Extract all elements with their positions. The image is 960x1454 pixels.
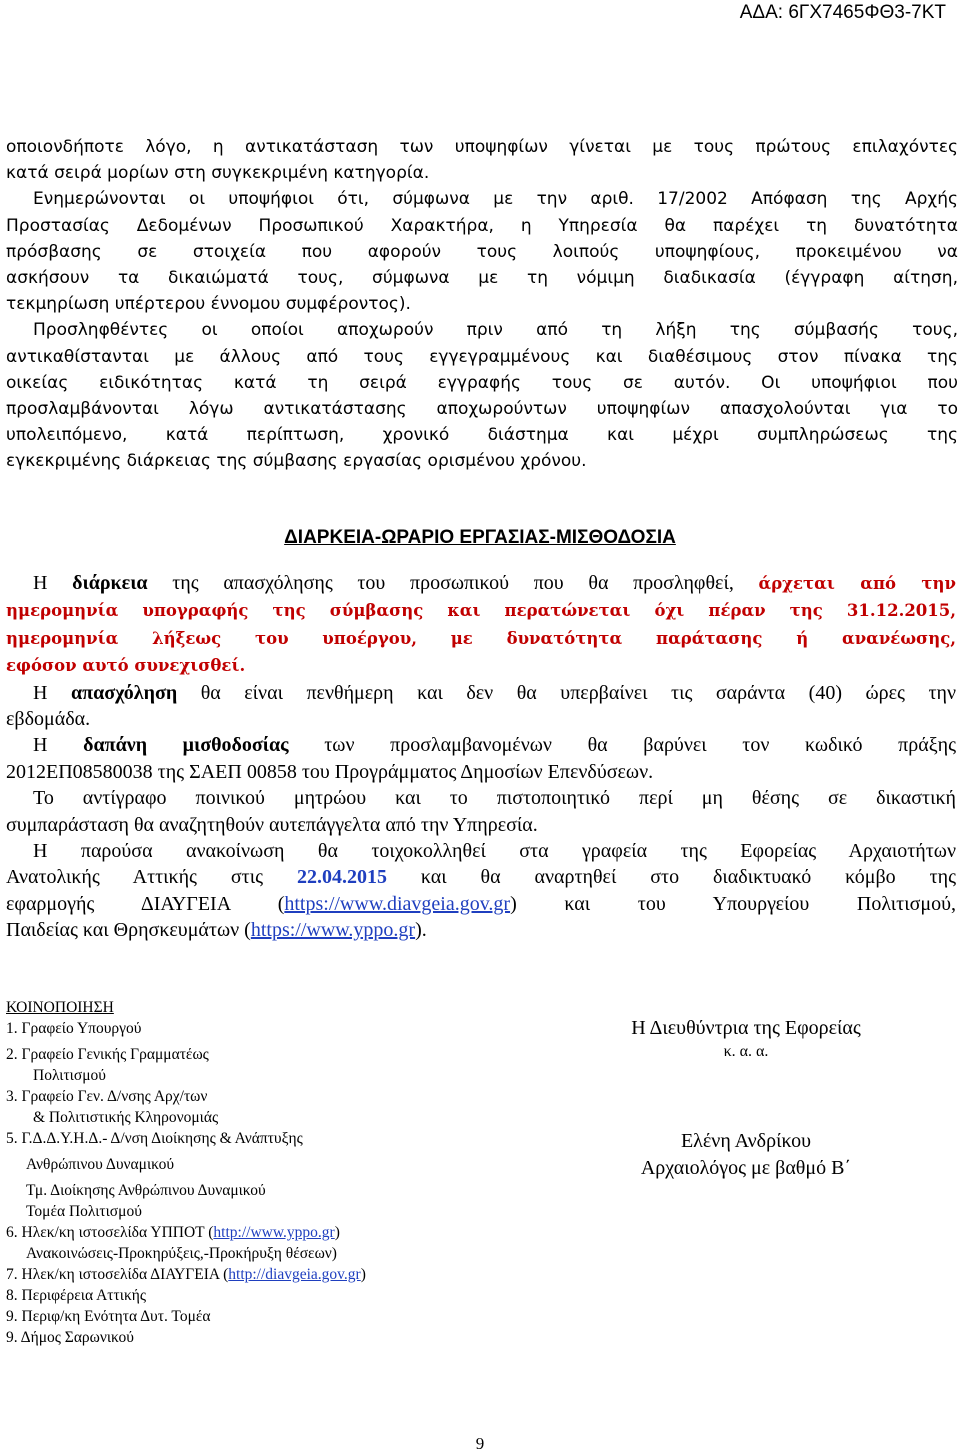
posting-line-3: εφαρμογής ΔΙΑΥΓΕΙΑ (https://www.diavgeia.gov.gr) και του Υπουργείου Πολιτισμού, [6, 892, 956, 915]
list-item: 3. Γραφείο Γεν. Δ/νσης Αρχ/των [6, 1088, 208, 1105]
payroll-line-2: 2012ΕΠ08580038 της ΣΑΕΠ 00858 του Προγράμματος Δημοσίων Επενδύσεων. [6, 760, 654, 783]
intro-line: αντικαθίστανται με άλλους από τους εγγεγραμμένους και διαθέσιμους στον πίνακα της [6, 346, 958, 367]
duration-section [6, 570, 956, 944]
signature-kaa: κ. α. α. [723, 1043, 769, 1060]
bold-term: απασχόληση [70, 681, 178, 704]
duration-line-1: Η διάρκεια της απασχόλησης του προσωπικού που θα προσληφθεί, άρχεται από την [33, 572, 956, 594]
list-item: 6. Ηλεκ/κη ιστοσελίδα ΥΠΠΟΤ (http://www.yppo.gr) [6, 1224, 340, 1241]
intro-line: Ενημερώνονται οι υποψήφιοι ότι, σύμφωνα με την αριθ. 17/2002 Απόφαση της Αρχής [33, 189, 958, 210]
yppo-gr-link[interactable]: http://www.yppo.gr [213, 1224, 335, 1241]
list-item: Πολιτισμού [33, 1067, 106, 1084]
list-item: 1. Γραφείο Υπουργού [6, 1020, 142, 1037]
diavgeia-gr-link[interactable]: http://diavgeia.gov.gr [228, 1266, 361, 1283]
red-highlight: ημερομηνία υπογραφής της σύμβασης και περατώνεται όχι πέραν της 31.12.2015, [6, 601, 956, 621]
red-highlight: άρχεται από την [758, 574, 956, 593]
distribution-title: ΚΟΙΝΟΠΟΙΗΣΗ [6, 999, 114, 1016]
intro-line: οικείας ειδικότητας κατά τη σειρά εγγραφής τους σε αυτόν. Οι υποψήφιοι που [6, 372, 958, 393]
list-item: 7. Ηλεκ/κη ιστοσελίδα ΔΙΑΥΓΕΙΑ (http://diavgeia.gov.gr) [6, 1266, 366, 1283]
bold-term: διάρκεια [72, 572, 148, 594]
posting-date: 22.04.2015 [296, 866, 387, 889]
diavgeia-link[interactable]: https://www.diavgeia.gov.gr [284, 892, 511, 915]
signature-name: Ελένη Ανδρίκου [680, 1130, 812, 1152]
list-item: Ανθρώπινου Δυναμικού [26, 1156, 175, 1173]
section-heading: ΔΙΑΡΚΕΙΑ-ΩΡΑΡΙΟ ΕΡΓΑΣΙΑΣ-ΜΙΣΘΟΔΟΣΙΑ [284, 527, 676, 548]
distribution-list [6, 997, 366, 1348]
list-item: 8. Περιφέρεια Αττικής [6, 1287, 146, 1304]
list-item: & Πολιτιστικής Κληρονομιάς [33, 1109, 219, 1126]
signature-role: Η Διευθύντρια της Εφορείας [631, 1017, 861, 1039]
record-line-2: συμπαράσταση θα αναζητηθούν αυτεπάγγελτα από την Υπηρεσία. [6, 813, 538, 836]
list-item: 9. Δήμος Σαρωνικού [6, 1329, 134, 1346]
intro-line: κατά σειρά μορίων στη συγκεκριμένη κατηγορία. [6, 163, 430, 184]
red-highlight: ημερομηνία λήξεως του υποέργου, με δυνατότητα παράτασης ή ανανέωσης, [6, 628, 956, 648]
intro-line: υπολειπόμενο, κατά περίπτωση, χρονικό διάστημα και μέχρι συμπληρώσεως της [6, 425, 958, 446]
posting-line-1: Η παρούσα ανακοίνωση θα τοιχοκολληθεί στα γραφεία της Εφορείας Αρχαιοτήτων [33, 840, 956, 863]
payroll-line-1: Η δαπάνη μισθοδοσίας των προσλαμβανομένων θα βαρύνει τον κωδικό πράξης [33, 734, 956, 757]
list-item: Τομέα Πολιτισμού [26, 1203, 142, 1220]
intro-line: ασκήσουν τα δικαιώματά τους, σύμφωνα με τη νόμιμη διαδικασία (έγγραφη αίτηση, [6, 268, 958, 289]
intro-text [6, 134, 958, 475]
posting-line-4: Παιδείας και Θρησκευμάτων (https://www.yppo.gr). [6, 919, 427, 942]
list-item: 5. Γ.Δ.Δ.Υ.Η.Δ.- Δ/νση Διοίκησης & Ανάπτυξης [6, 1130, 303, 1147]
duration-line-2 [6, 597, 956, 624]
page-number: 9 [475, 1434, 485, 1453]
intro-line: Προσληφθέντες οι οποίοι αποχωρούν πριν από τη λήξη της σύμβασής τους, [33, 320, 958, 341]
bold-term: δαπάνη μισθοδοσίας [83, 734, 289, 757]
signature-title: Αρχαιολόγος με βαθμό Β΄ [640, 1157, 852, 1179]
intro-line: εγκεκριμένης διάρκειας της σύμβασης εργασίας ορισμένου χρόνου. [6, 451, 587, 472]
list-item: Τμ. Διοίκησης Ανθρώπινου Δυναμικού [26, 1182, 266, 1199]
intro-line: Προστασίας Δεδομένων Προσωπικού Χαρακτήρα, η Υπηρεσία θα παρέχει τη δυνατότητα [6, 215, 958, 236]
list-item: 9. Περιφ/κη Ενότητα Δυτ. Τομέα [6, 1308, 211, 1325]
employment-line-2: εβδομάδα. [6, 708, 91, 731]
yppo-link[interactable]: https://www.yppo.gr [250, 919, 416, 942]
duration-line-3 [6, 625, 956, 652]
list-item: Ανακοινώσεις-Προκηρύξεις,-Προκήρυξη θέσεων) [26, 1245, 337, 1262]
record-line-1: Το αντίγραφο ποινικού μητρώου και το πιστοποιητικό περί μη θέσης σε δικαστική [33, 787, 956, 810]
red-highlight: εφόσον αυτό συνεχισθεί. [6, 656, 246, 676]
duration-line-4 [6, 652, 956, 679]
employment-line-1: Η απασχόληση θα είναι πενθήμερη και δεν θα υπερβαίνει τις σαράντα (40) ώρες την [33, 681, 956, 704]
list-item: 2. Γραφείο Γενικής Γραμματέως [6, 1046, 209, 1063]
intro-line: οποιονδήποτε λόγο, η αντικατάσταση των υποψηφίων γίνεται με τους πρώτους επιλαχόντες [6, 137, 958, 157]
posting-line-2: Ανατολικής Αττικής στις 22.04.2015 και θα αναρτηθεί στο διαδικτυακό κόμβο της [6, 866, 956, 889]
intro-line: προσλαμβάνονται λόγω αντικατάστασης αποχωρούντων υποψηφίων απασχολούνται για το [6, 399, 958, 420]
intro-line: πρόσβασης σε στοιχεία που αφορούν τους λοιπούς υποψηφίους, προκειμένου να [6, 241, 958, 262]
intro-line: τεκμηρίωση υπέρτερου έννομου συμφέροντος). [6, 294, 411, 315]
ada-code: ΑΔΑ: 6ΓΧ7465ΦΘ3-7ΚΤ [739, 2, 946, 23]
